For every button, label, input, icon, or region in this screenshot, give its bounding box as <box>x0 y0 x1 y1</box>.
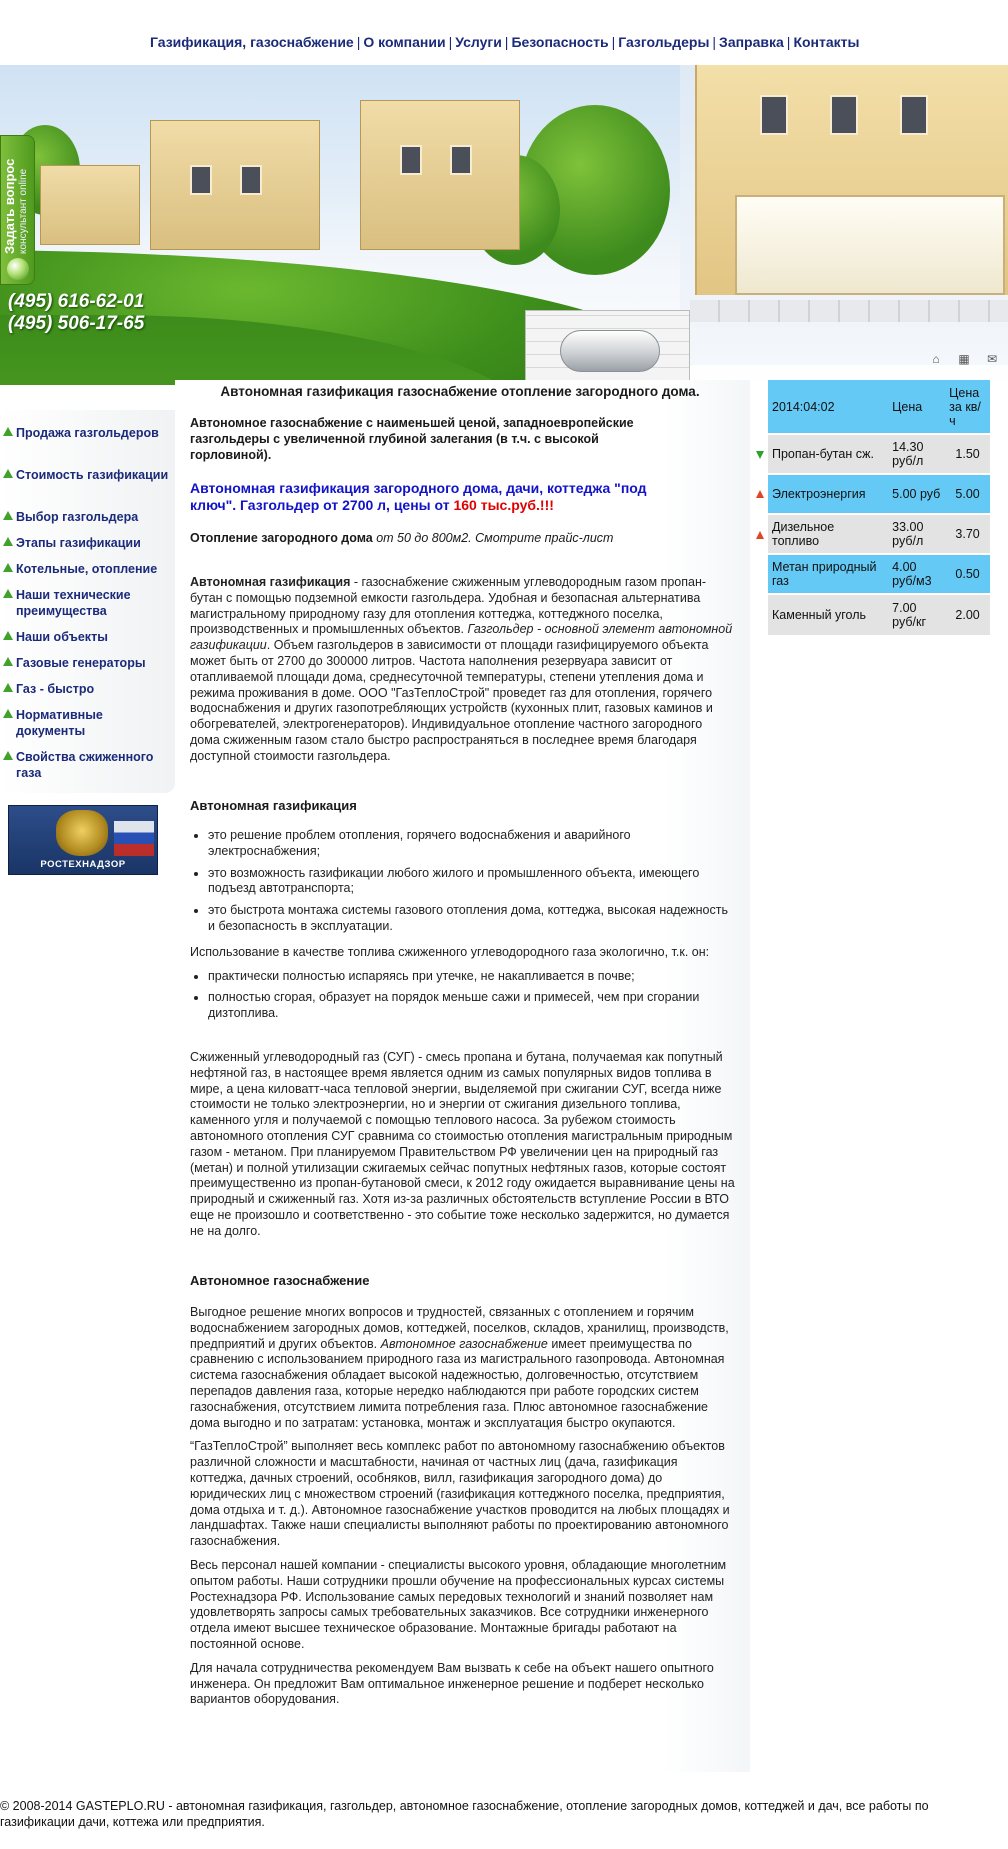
nav-separator: | <box>504 34 509 50</box>
table-row <box>768 515 990 555</box>
fuel-price: 14.30 руб/л <box>888 435 945 475</box>
sidebar-item-choice[interactable]: Выбор газгольдера <box>0 509 175 525</box>
lead-text: Автономное газоснабжение с наименьшей ценой, западноевропейские газгольдеры с увеличенной глубиной залегания (в т.ч. с высокой горловиной). <box>190 416 634 462</box>
gasholder-tank <box>560 330 660 372</box>
benefits-block <box>190 828 735 1028</box>
ask-question-tab[interactable] <box>0 135 35 285</box>
sitemap-icon[interactable]: ▦ <box>958 352 970 366</box>
intro-text-b: . Объем газгольдеров в зависимости от площади газифицируемого объекта может быть от 2700 до 300000 литров. Частота наполнения резервуара зависит от отапливаемой площади дома, среднесуточной температуры, степени утепления дома и режима проживания в доме. ООО "ГазТеплоСтрой" проведет газ для отопления, горячего водоснабжения и других газопотребляющих устройств (кухонных плит, газовых каминов и обогревателей, электрогенераторов). Индивидуальное отопление частного загородного дома сжиженным газом стало быстро распространяться в последнее время благодаря доступной стоимости газгольдера. <box>190 638 713 763</box>
triangle-bullet-icon <box>3 427 13 436</box>
nav-separator: | <box>611 34 616 50</box>
fuel-kwh-price: 0.50 <box>945 555 990 595</box>
header-banner <box>0 65 1008 385</box>
sidebar-menu <box>0 410 175 793</box>
banner-window <box>190 165 212 195</box>
banner-window <box>900 95 928 135</box>
fuel-price-table <box>768 380 990 637</box>
nav-about[interactable]: О компании <box>363 34 446 50</box>
table-row <box>768 555 990 595</box>
banner-house <box>150 120 320 250</box>
table-row <box>768 595 990 637</box>
sidebar-item-cost[interactable]: Стоимость газификации <box>0 467 175 483</box>
triangle-bullet-icon <box>3 537 13 546</box>
sidebar-item-objects[interactable]: Наши объекты <box>0 629 175 645</box>
sidebar-item-properties[interactable]: Свойства сжиженного газа <box>0 749 175 781</box>
coat-of-arms-icon <box>56 810 108 856</box>
list-item: • это решение проблем отопления, горячего водоснабжения и аварийного электроснабжения; <box>208 828 735 860</box>
page-title: Автономная газификация газоснабжение отопление загородного дома. <box>220 384 700 399</box>
nav-separator: | <box>712 34 717 50</box>
sidebar-item-stages[interactable]: Этапы газификации <box>0 535 175 551</box>
heading-autonomous-gasification: Автономная газификация <box>190 798 357 813</box>
banner-house <box>360 100 520 250</box>
column-header-price: Цена <box>888 380 945 435</box>
banner-window <box>830 95 858 135</box>
list-item: • практически полностью испаряясь при утечке, не накапливается в почве; <box>208 969 735 985</box>
rostekhnadzor-label: РОСТЕХНАДЗОР <box>40 859 126 870</box>
banner-pavement <box>690 300 1008 322</box>
globe-icon <box>7 258 29 280</box>
utility-icons <box>910 352 1000 368</box>
intro-italic: Газгольдер - основной элемент автономной газификации <box>190 622 733 653</box>
banner-window <box>240 165 262 195</box>
heating-title: Отопление загородного дома <box>190 531 373 545</box>
fuel-kwh-price: 5.00 <box>945 475 990 515</box>
lpg-paragraph <box>190 1050 735 1248</box>
triangle-bullet-icon <box>3 709 13 718</box>
promo-text[interactable] <box>190 480 690 514</box>
company-paragraph: “ГазТеплоСтрой” выполняет весь комплекс работ по автономному газоснабжению объектов различной сложности и масштабности, начиная от частных лиц (дача, газификация коттеджа, дачных строений, особняков, вилл, газификация загородного дома) до юридических лиц с множеством строений (газификация коттеджного поселка, предприятия, дома отдыха и т. д.). Автономное газоснабжение участков проводится на любых площадях и ландшафтах. Также наши специалисты выполняют работы по проектированию автономного газоснабжения. <box>190 1439 730 1549</box>
fuel-name: Пропан-бутан сж. <box>768 435 888 475</box>
nav-services[interactable]: Услуги <box>455 34 502 50</box>
rostekhnadzor-banner[interactable] <box>8 805 158 875</box>
staff-paragraph: Весь персонал нашей компании - специалисты высокого уровня, обладающие многолетним опытом работы. Наши сотрудники прошли обучение на профессиональных курсах системы Ростехнадзора РФ. Использование самых передовых технологий и знаний позволяет нам удовлетворять запросы самых требовательных заказчиков. Все сотрудники инженерного отдела имеют высшее техническое образование. Монтажные бригады работают на постоянной основе. <box>190 1557 727 1651</box>
banner-house <box>40 165 140 245</box>
supply-italic: Автономное газоснабжение <box>380 1336 548 1351</box>
intro-bold: Автономная газификация <box>190 575 351 589</box>
intro-paragraph <box>190 575 735 773</box>
fuel-kwh-price: 2.00 <box>945 595 990 637</box>
table-header-row <box>768 380 990 435</box>
lpg-text: Сжиженный углеводородный газ (СУГ) - смесь пропана и бутана, получаемая как попутный нефтяной газ, в настоящее время является одним из самых популярных видов топлива в мире, а цена киловатт-часа тепловой энергии, выделяемой при сжигании СУГ, всегда ниже стоимости не только электроэнергии, но и энергии от сжигания дизельного топлива, каменного угля и получаемой с помощью теплового насоса. За рубежом стоимость автономного отопления СУГ сравнима со стоимостью отопления магистральным природным газом - метаном. При планируемом Правительством РФ увеличении цен на природный газ (метан) и полной утилизации сжигаемых сейчас попутных нефтяных газов, которые состоят преимущественно из пропан-бутановой смеси, к 2012 году ожидается выравнивание цены на природный и сжиженный газ. Хотя из-за различных обстоятельств вступление России в ВТО еще не произошло и соответственно - это событие тоже несколько задержится, но думается не на долго. <box>190 1050 735 1238</box>
footer-copyright: © 2008-2014 GASTEPLO.RU - автономная газификация, газгольдер, автономное газоснабжение, отопление загородных домов, коттеджей и дач, все работы по газификации дачи, коттежа или предприятия. <box>0 1799 929 1829</box>
nav-gasification[interactable]: Газификация, газоснабжение <box>150 34 354 50</box>
sidebar-item-advantages[interactable]: Наши технические преимущества <box>0 587 175 619</box>
supply-text-b: имеет преимущества по сравнению с использованием природного газа из магистрального газопровода. Автономная система газоснабжения обладает высокой надежностью, долговечностью, отсутствием перепадов давления газа, которые нередко наблюдаются при работе городских систем газоснабжения, отсутствием лимита потребления газа. Плюс автономное газоснабжение дома выгодно и по затратам: установка, монтаж и эксплуатация быстро окупаются. <box>190 1336 725 1430</box>
list-item: • это быстрота монтажа системы газового отопления дома, коттеджа, высокая надежность и безопасность в эксплуатации. <box>208 903 735 935</box>
fuel-price: 5.00 руб <box>888 475 945 515</box>
nav-separator: | <box>786 34 791 50</box>
sidebar-item-generators[interactable]: Газовые генераторы <box>0 655 175 671</box>
banner-window <box>400 145 422 175</box>
triangle-bullet-icon <box>3 657 13 666</box>
phone-2[interactable]: (495) 506-17-65 <box>8 313 145 334</box>
nav-separator: | <box>448 34 453 50</box>
top-navigation <box>150 34 920 54</box>
eco-paragraph: Использование в качестве топлива сжиженного углеводородного газа экологично, т.к. он: <box>190 944 710 959</box>
fuel-name: Каменный уголь <box>768 595 888 637</box>
nav-refill[interactable]: Заправка <box>719 34 784 50</box>
triangle-bullet-icon <box>3 683 13 692</box>
banner-window <box>450 145 472 175</box>
triangle-bullet-icon <box>3 589 13 598</box>
trend-down-icon <box>756 451 764 459</box>
banner-interior-room <box>735 195 1005 295</box>
nav-separator: | <box>356 34 361 50</box>
fuel-name: Электроэнергия <box>768 475 888 515</box>
triangle-bullet-icon <box>3 511 13 520</box>
heating-line[interactable] <box>190 531 710 545</box>
supply-text-a: Выгодное решение многих вопросов и трудностей, связанных с отоплением и горячим водоснабжением загородных домов, коттеджей, поселков, складов, хранилищ, производств, предприятий и других объектов. <box>190 1305 729 1351</box>
list-item: • полностью сгорая, образует на порядок меньше сажи и примесей, чем при сгорании дизтоплива. <box>208 990 735 1022</box>
ask-question-title: Задать вопрос <box>2 158 17 254</box>
triangle-bullet-icon <box>3 563 13 572</box>
phone-1[interactable]: (495) 616-62-01 <box>8 291 145 312</box>
table-row <box>768 475 990 515</box>
mail-icon[interactable]: ✉ <box>986 352 998 366</box>
fuel-name: Дизельное топливо <box>768 515 888 555</box>
price-date: 2014:04:02 <box>768 380 888 435</box>
sidebar-item-fast-gas[interactable]: Газ - быстро <box>0 681 175 697</box>
triangle-bullet-icon <box>3 631 13 640</box>
nav-gasholders[interactable]: Газгольдеры <box>618 34 710 50</box>
promo-price: 160 тыс.руб.!!! <box>453 497 554 513</box>
benefits-list <box>190 828 735 935</box>
fuel-price: 33.00 руб/л <box>888 515 945 555</box>
intro-text-a: - газоснабжение сжиженным углеводородным газом пропан-бутан с помощью подземной емкости газгольдера. Удобная и безопасная альтернатива магистральному природному газу для отопления коттеджа, коттеджного поселка, производственных и промышленных объектов. <box>190 575 707 637</box>
triangle-bullet-icon <box>3 751 13 760</box>
fuel-kwh-price: 1.50 <box>945 435 990 475</box>
heading-autonomous-supply: Автономное газоснабжение <box>190 1273 370 1288</box>
banner-window <box>760 95 788 135</box>
promo-main: Автономная газификация загородного дома, дачи, коттеджа "под ключ". Газгольдер от 2700 л, цены от <box>190 480 647 513</box>
fuel-name: Метан природный газ <box>768 555 888 595</box>
fuel-price: 7.00 руб/кг <box>888 595 945 637</box>
heating-range: от 50 до 800м2. Смотрите прайс-лист <box>372 531 614 545</box>
list-item: • это возможность газификации любого жилого и промышленного объекта, имеющего подъезд автотранспорта; <box>208 866 735 898</box>
sidebar-item-boilers[interactable]: Котельные, отопление <box>0 561 175 577</box>
fuel-price: 4.00 руб/м3 <box>888 555 945 595</box>
russian-flag-icon <box>114 821 154 856</box>
trend-up-icon <box>756 490 764 498</box>
nav-contacts[interactable]: Контакты <box>793 34 860 50</box>
column-header-kwh: Цена за кв/ч <box>945 380 990 435</box>
trend-up-icon <box>756 531 764 539</box>
supply-block <box>190 1305 735 1716</box>
eco-list <box>190 969 735 1022</box>
ask-question-subtitle: консультант online <box>18 168 29 254</box>
nav-safety[interactable]: Безопасность <box>511 34 609 50</box>
triangle-bullet-icon <box>3 469 13 478</box>
sidebar-item-sale[interactable]: Продажа газгольдеров <box>0 425 175 441</box>
fuel-kwh-price: 3.70 <box>945 515 990 555</box>
home-icon[interactable]: ⌂ <box>932 352 940 366</box>
engineer-paragraph: Для начала сотрудничества рекомендуем Вам вызвать к себе на объект нашего опытного инженера. Он предложит Вам оптимальное инженерное решение и подберет несколько вариантов оборудования. <box>190 1660 714 1707</box>
phone-numbers <box>8 291 144 335</box>
table-row <box>768 435 990 475</box>
sidebar-item-documents[interactable]: Нормативные документы <box>0 707 175 739</box>
